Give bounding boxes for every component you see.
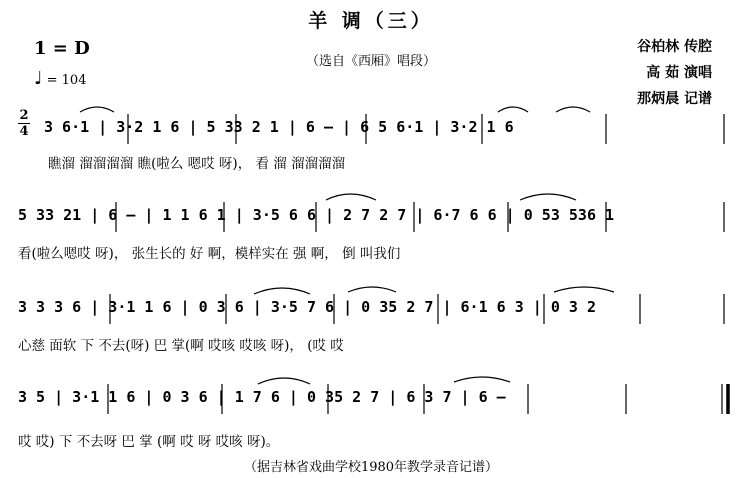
system-3-lyrics: 心慈 面软 下 不去(呀) 巴 掌(啊 哎咳 哎咳 呀)， (哎 哎 [18,338,344,354]
system-1-notes: 3 6·1 | 3·2 1 6 | 5 33 2 1 | 6 – | 6 5 6·1 | 3·2 1 6 [44,118,514,136]
system-1-lyrics: 瞧溜 溜溜溜溜 瞧(啦么 嗯哎 呀)， 看 溜 溜溜溜溜 [48,156,346,172]
credit-singer-source: 谷柏林 传腔 [637,39,712,55]
system-4-lyrics: 哎 哎) 下 不去呀 巴 掌 (啊 哎 呀 哎咳 呀)。 [18,434,280,450]
quarter-note-icon: ♩ [34,68,43,89]
song-subtitle: （选自《西厢》唱段） [305,54,436,69]
system-2-lyrics: 看(啦么嗯哎 呀)， 张生长的 好 啊，模样实在 强 啊， 倒 叫我们 [18,246,401,262]
time-signature-bottom: 4 [19,124,29,139]
tempo-value: = 104 [46,73,87,88]
credit-performer: 高 茹 演唱 [646,65,712,81]
key-signature: 1 = D [34,38,90,59]
system-3-notes: 3 3 3 6 | 3·1 1 6 | 0 3 6 | 3·5 7 6 | 0 35 2 7 | 6·1 6 3 | 0 3 2 [18,298,596,316]
song-title: 羊 调（三） [308,10,434,32]
credit-transcriber: 那炳晨 记谱 [637,91,712,107]
time-signature-top: 2 [19,108,29,123]
time-signature [18,108,30,139]
system-4-notes: 3 5 | 3·1 1 6 | 0 3 6 | 1 7 6 | 0 35 2 7 | 6 3 7 | 6 – [18,388,506,406]
system-2-notes: 5 33 21 | 6 – | 1 1 6 1 | 3·5 6 6 | 2 7 2 7 | 6·7 6 6 | 0 53 536 1 [18,206,615,224]
source-note: （据吉林省戏曲学校1980年教学录音记谱） [243,460,499,475]
tempo-marking [34,68,86,89]
